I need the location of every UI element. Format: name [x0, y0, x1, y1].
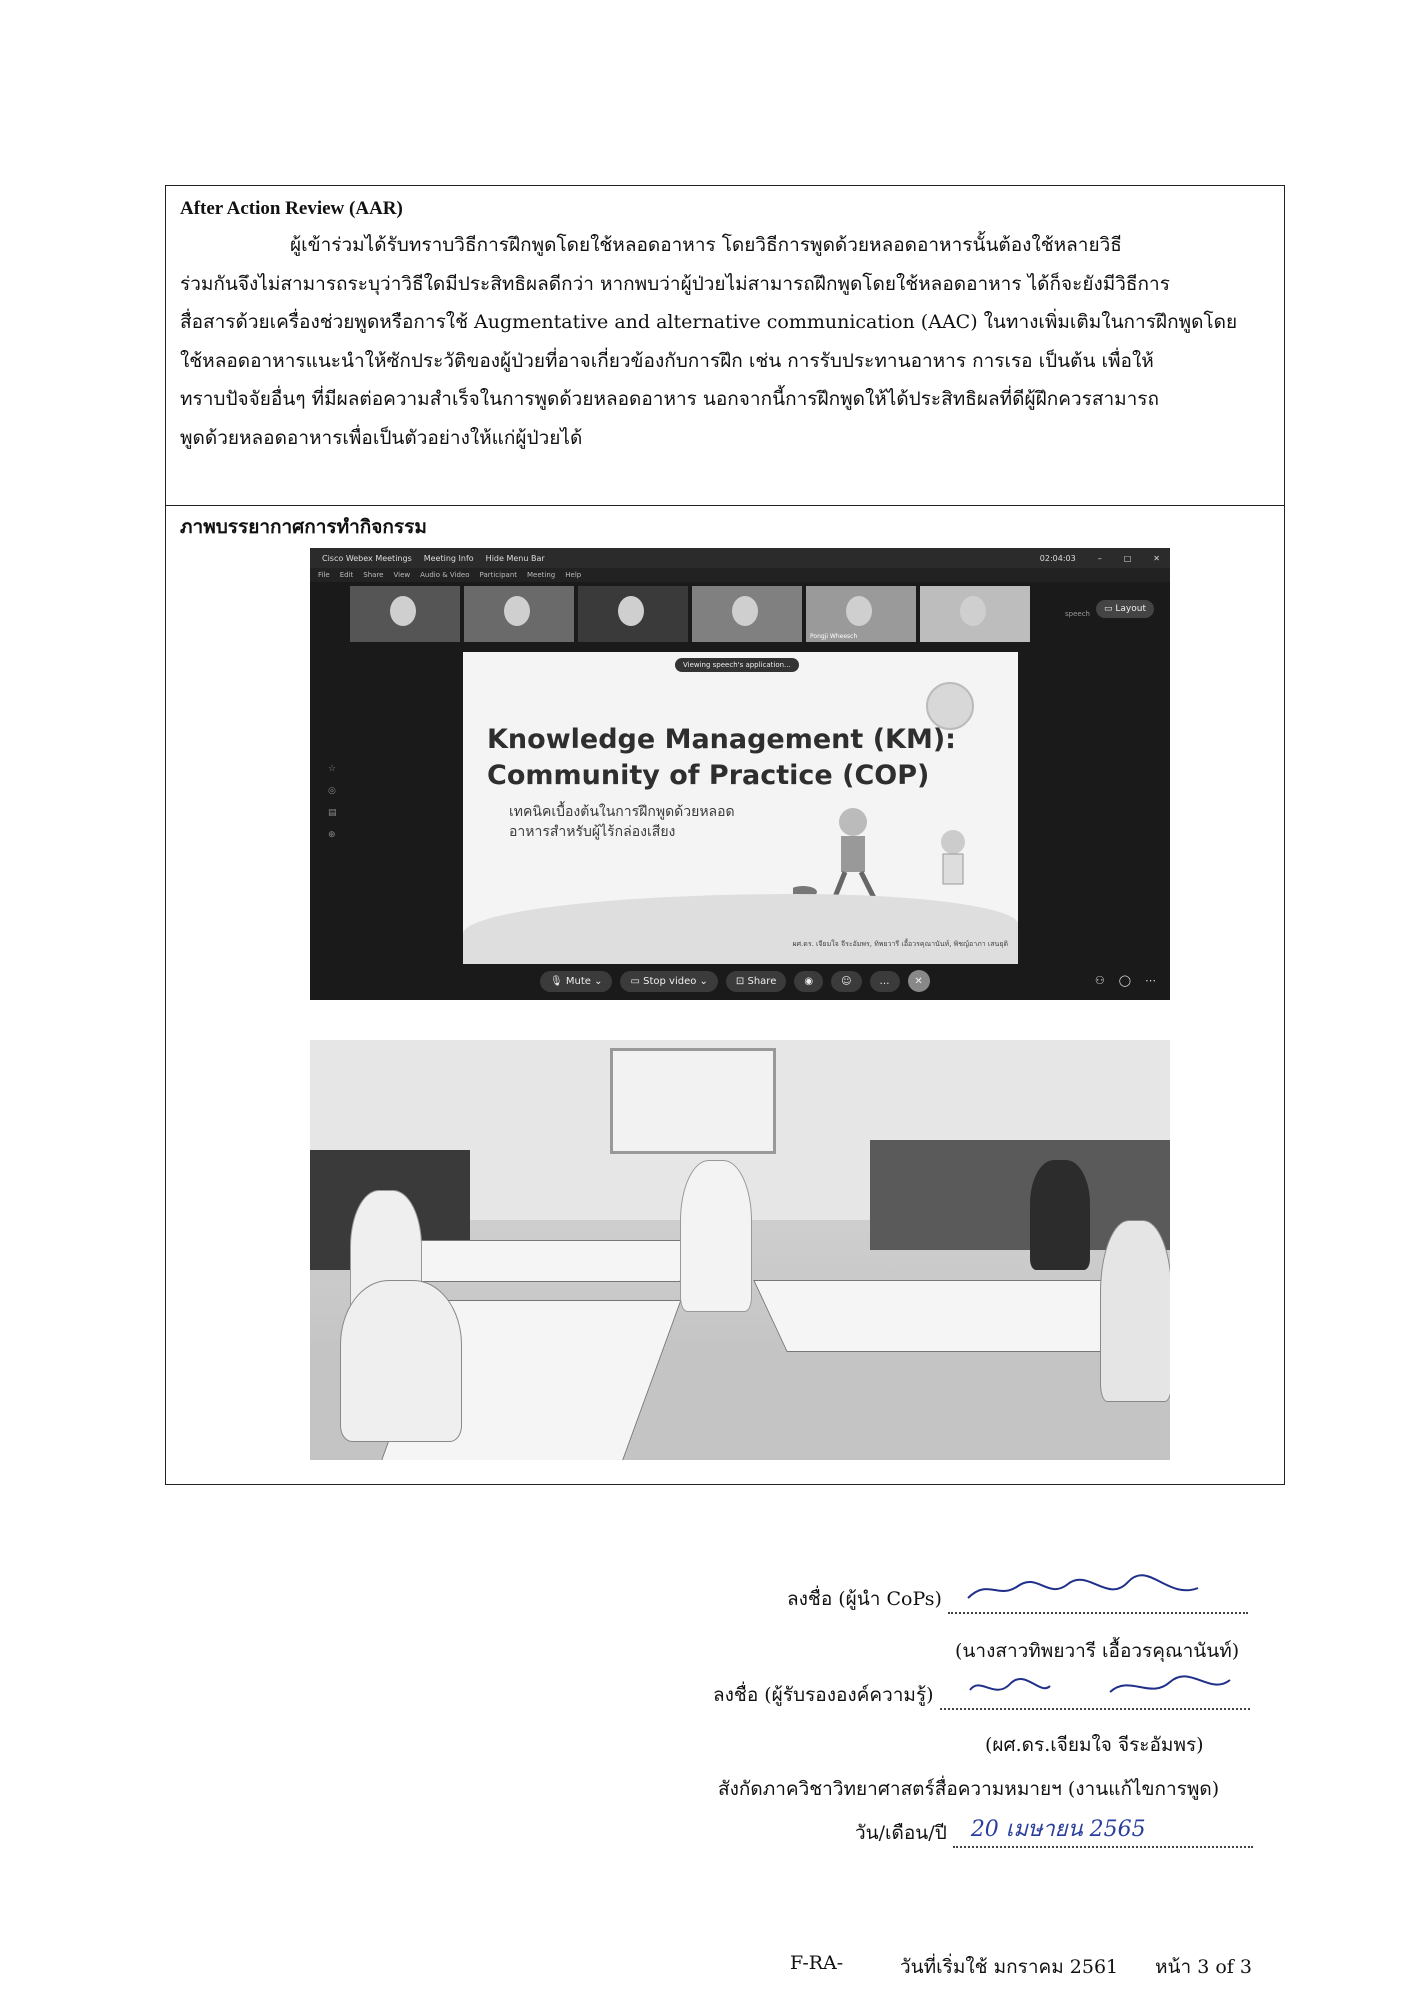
reactions-icon: ☺	[831, 971, 861, 992]
leader-signature-line	[948, 1586, 1248, 1614]
participant	[680, 1160, 752, 1312]
participants-icon: ⚇	[1094, 974, 1105, 987]
menu-item: Edit	[339, 571, 354, 579]
leader-signature-row	[787, 1584, 1248, 1614]
menu-item: View	[393, 571, 411, 579]
participant-video	[920, 586, 1030, 642]
participant	[1100, 1220, 1170, 1402]
aar-line: ผู้เข้าร่วมได้รับทราบวิธีการฝึกพูดโดยใช้หลอดอาหาร โดยวิธีการพูดด้วยหลอดอาหารนั้นต้องใช้หลายวิธี	[290, 234, 1122, 256]
certifier-label: ลงชื่อ (ผู้รับรององค์ความรู้)	[713, 1684, 934, 1706]
table	[378, 1240, 704, 1282]
menu-item: File	[318, 571, 330, 579]
shared-slide	[463, 652, 1018, 964]
effective-date: วันที่เริ่มใช้ มกราคม 2561	[900, 1956, 1119, 1978]
close-icon: ✕	[1153, 553, 1160, 563]
more-options-icon: ⋯	[1145, 974, 1156, 987]
bottom-right-icons	[1095, 974, 1156, 987]
webex-app-title: Cisco Webex Meetings	[322, 553, 412, 563]
date-label: วัน/เดือน/ปี	[855, 1822, 947, 1844]
aar-line: สื่อสารด้วยเครื่องช่วยพูดหรือการใช้ Augmentative and alternative communication (AAC) ในทางเพิ่มเติมในการฝึกพูดโดย	[180, 311, 1238, 333]
participant-thumbnails	[350, 586, 1030, 642]
date-value: 20 เมษายน 2565	[970, 1817, 1146, 1842]
page-number: หน้า 3 of 3	[1155, 1956, 1252, 1978]
menu-item: Help	[565, 571, 582, 579]
department: สังกัดภาควิชาวิทยาศาสตร์สื่อความหมายฯ (งานแก้ไขการพูด)	[718, 1778, 1220, 1800]
photos-heading: ภาพบรรยากาศการทำกิจกรรม	[180, 516, 427, 538]
leader-label: ลงชื่อ (ผู้นำ CoPs)	[787, 1588, 942, 1610]
speech-label: speech	[1065, 610, 1090, 618]
participant-name: Pongji Wheesch	[810, 633, 858, 640]
chat-icon: ◯	[1118, 974, 1131, 987]
hide-menu-bar: Hide Menu Bar	[485, 553, 545, 563]
aar-heading: After Action Review (AAR)	[180, 198, 403, 219]
slide-subtitle: เทคนิคเบื้องต้นในการฝึกพูดด้วยหลอด อาหารสำหรับผู้ไร้กล่องเสียง	[509, 804, 735, 840]
meeting-info: Meeting Info	[423, 553, 474, 563]
projector-screen	[610, 1048, 776, 1154]
webex-meeting-photo	[310, 548, 1170, 1000]
participant-video	[692, 586, 802, 642]
menu-item: Participant	[479, 571, 518, 579]
certifier-signature-row	[713, 1680, 1250, 1710]
participant-video	[350, 586, 460, 642]
slide-title: Knowledge Management (KM): Community of Practice (COP)	[487, 724, 956, 791]
date-row	[855, 1818, 1253, 1848]
participant	[340, 1280, 462, 1442]
minimize-icon: –	[1097, 553, 1102, 563]
menu-item: Audio & Video	[420, 571, 470, 579]
maximize-icon: □	[1123, 553, 1132, 563]
form-code: F-RA-	[790, 1952, 844, 1974]
menu-item: Meeting	[527, 571, 556, 579]
aar-line: ทราบปัจจัยอื่นๆ ที่มีผลต่อความสำเร็จในการพูดด้วยหลอดอาหาร นอกจากนี้การฝึกพูดให้ได้ประสิทธิผลที่ดีผู้ฝึกควรสามารถ	[180, 388, 1160, 410]
viewing-banner: Viewing speech's application...	[675, 658, 799, 672]
stop-video-button: ▭ Stop video ⌄	[620, 971, 717, 992]
mute-button: 🎙 Mute ⌄	[540, 971, 612, 992]
meeting-controls	[540, 970, 930, 992]
leader-name: (นางสาวทิพยวารี เอื้อวรคุณานันท์)	[955, 1640, 1240, 1662]
certifier-signature	[950, 1666, 1240, 1706]
aar-line: ใช้หลอดอาหารแนะนำให้ซักประวัติของผู้ป่วยที่อาจเกี่ยวข้องกับการฝึก เช่น การรับประทานอาหาร การเรอ เป็นต้น เพื่อให้	[180, 349, 1154, 372]
more-icon: …	[870, 971, 900, 992]
aar-line: พูดด้วยหลอดอาหารเพื่อเป็นตัวอย่างให้แก่ผู้ป่วยได้	[180, 426, 583, 449]
record-icon: ◉	[794, 971, 823, 992]
leader-signature	[958, 1570, 1218, 1610]
participant-video	[806, 586, 916, 642]
menu-item: Share	[363, 571, 384, 579]
share-button: ⊡ Share	[726, 971, 786, 992]
certifier-name: (ผศ.ดร.เจียมใจ จีระอัมพร)	[985, 1734, 1204, 1756]
participant-video	[578, 586, 688, 642]
end-call-icon: ✕	[908, 970, 930, 992]
aar-line: ร่วมกันจึงไม่สามารถระบุว่าวิธีใดมีประสิทธิผลดีกว่า หากพบว่าผู้ป่วยไม่สามารถฝึกพูดโดยใช้หลอดอาหาร ได้ก็จะยังมีวิธีการ	[180, 272, 1170, 295]
classroom-photo	[310, 1040, 1170, 1460]
slide-credit: ผศ.ดร. เจียมใจ จีระอัมพร, ทิพยวารี เอื้อวรคุณานันท์, พิชญ์อาภา เสนยุติ	[792, 940, 1008, 948]
webex-menubar	[310, 568, 1170, 582]
aar-section	[166, 186, 1284, 506]
certifier-signature-line	[940, 1682, 1250, 1710]
participant	[1030, 1160, 1090, 1270]
meeting-timer: 02:04:03	[1039, 553, 1076, 563]
side-toolbar: ☆ ◎ ▤ ⊕	[328, 764, 337, 840]
layout-button: ▭ Layout	[1096, 600, 1154, 618]
webex-titlebar	[310, 548, 1170, 568]
date-line	[953, 1817, 1253, 1848]
participant-video	[464, 586, 574, 642]
slide-ground	[463, 894, 1018, 964]
